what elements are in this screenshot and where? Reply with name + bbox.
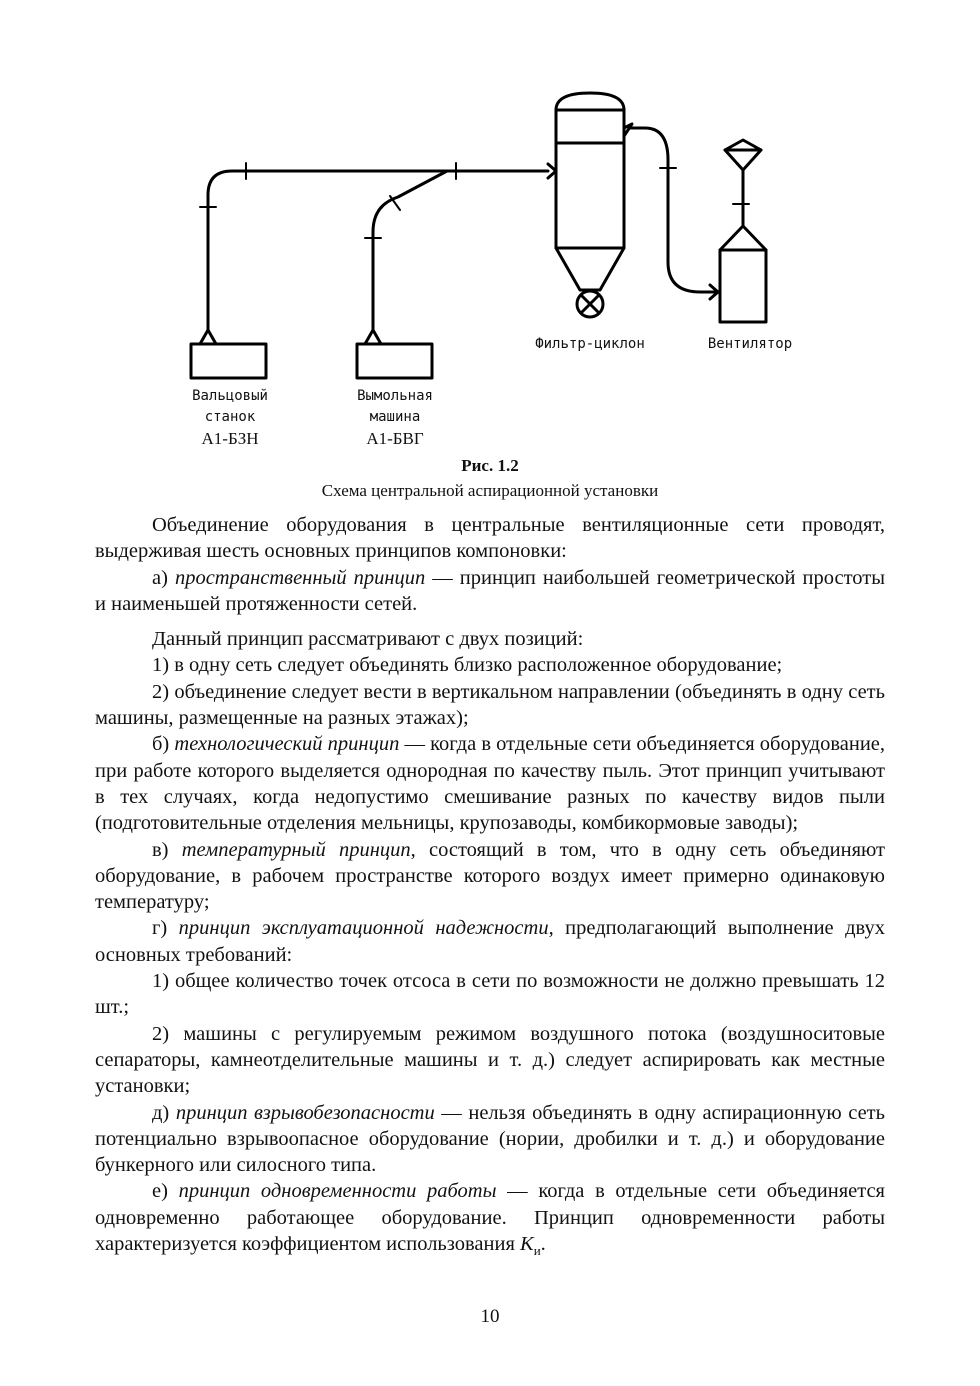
paragraph: в) температурный принцип, состоящий в том, что в одну сеть объединяют оборудование, в рабочем пространстве которого воздух имеет примерно одинаковую температуру; bbox=[95, 838, 886, 914]
fan-label: Вентилятор bbox=[707, 336, 793, 352]
outlet-duct bbox=[630, 128, 718, 292]
paragraph: а) пространственный принцип — принцип наибольшей геометрической простоты и наименьшей протяженности сетей. bbox=[95, 566, 885, 615]
paragraph: 2) машины с регулируемым режимом воздушного потока (воздушноситовые сепараторы, камнеотделительные машины и т. д.) следует аспирировать как местные установки; bbox=[95, 1022, 885, 1098]
paragraph: г) принцип эксплуатационной надежности, предполагающий выполнение двух основных требований: bbox=[95, 917, 885, 966]
paragraph: Данный принцип рассматривают с двух позиций: bbox=[152, 628, 584, 651]
machine-1-box bbox=[191, 344, 266, 378]
filter-cyclone-label: Фильтр-циклон bbox=[535, 336, 645, 352]
machine-1-label: Вальцовый станок А1-БЗН bbox=[192, 388, 268, 448]
aspiration-scheme-diagram bbox=[0, 0, 980, 470]
cyclone-hopper bbox=[556, 248, 624, 290]
figure-number: Рис. 1.2 bbox=[461, 456, 519, 475]
fan-hood bbox=[720, 226, 766, 250]
paragraph: д) принцип взрывобезопасности — нельзя объединять в одну аспирационную сеть потенциально взрывоопасное оборудование (нории, дробилки и т. д.) и оборудование бункерного или силосного типа. bbox=[95, 1101, 885, 1177]
machine-2-box bbox=[357, 344, 432, 378]
paragraph: Объединение оборудования в центральные вентиляционные сети проводят, выдерживая шесть основных принципов компоновки: bbox=[95, 514, 885, 563]
figure-caption: Схема центральной аспирационной установки bbox=[321, 481, 659, 500]
fan-body bbox=[720, 250, 766, 322]
paragraph: б) технологический принцип — когда в отдельные сети объединяется оборудование, при работе которого выделяется однородная по качеству пыль. Этот принцип учитывают в тех случаях, когда недопустимо смешивание разных по качеству видов пыли (подготовительные отделения мельницы, крупозаводы, комбикормовые заводы); bbox=[95, 733, 886, 835]
body-text bbox=[95, 512, 885, 1264]
branch-duct bbox=[373, 171, 447, 330]
machine-2-label: Вымольная машина А1-БВГ bbox=[357, 388, 433, 448]
page-number: 10 bbox=[480, 1306, 500, 1327]
paragraph: е) принцип одновременности работы — когда в отдельные сети объединяется одновременно работающее оборудование. Принцип одновременности работы характеризуется коэффициентом использования $K_и$. bbox=[95, 1180, 885, 1259]
filter-cyclone bbox=[556, 93, 624, 248]
main-duct bbox=[208, 171, 548, 330]
paragraph: 1) общее количество точек отсоса в сети по возможности не должно превышать 12 шт.; bbox=[95, 970, 885, 1019]
paragraph: 2) объединение следует вести в вертикальном направлении (объединять в одну сеть машины, размещенные на разных этажах); bbox=[95, 680, 885, 730]
paragraph: 1) в одну сеть следует объединять близко расположенное оборудование; bbox=[152, 654, 783, 677]
exhaust-cap bbox=[725, 140, 761, 170]
